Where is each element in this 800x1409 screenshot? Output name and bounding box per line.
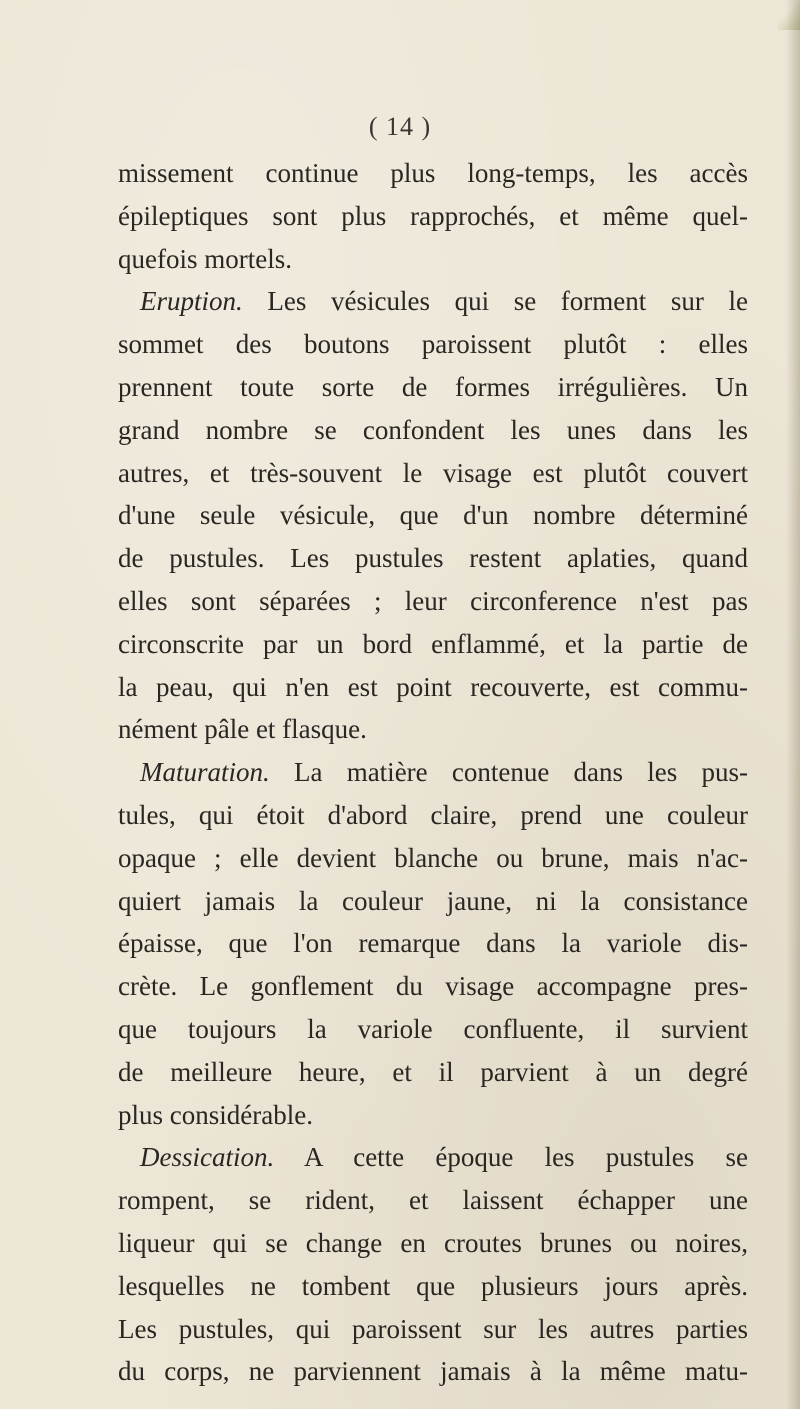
text-line: lesquelles ne tombent que plusieurs jours après.	[118, 1270, 748, 1301]
text-line: du corps, ne parviennent jamais à la même matu-	[118, 1356, 748, 1387]
text-line: épileptiques sont plus rapprochés, et même quel-	[118, 200, 748, 231]
text-line: crète. Le gonflement du visage accompagne pres-	[118, 971, 748, 1002]
text-line: d'une seule vésicule, que d'un nombre déterminé	[118, 500, 748, 531]
text-line: Maturation. La matière contenue dans les pus-	[140, 757, 748, 788]
body-text	[118, 152, 748, 1393]
text-line: la peau, qui n'en est point recouverte, est commu-	[118, 671, 748, 702]
text-line: de pustules. Les pustules restent aplaties, quand	[118, 543, 748, 574]
text-line: que toujours la variole confluente, il survient	[118, 1013, 748, 1044]
text-line: opaque ; elle devient blanche ou brune, mais n'ac-	[118, 842, 748, 873]
text-line: plus considérable.	[118, 1099, 313, 1130]
text-line: Les pustules, qui paroissent sur les autres parties	[118, 1313, 748, 1344]
text-line: grand nombre se confondent les unes dans les	[118, 414, 748, 445]
text-line: circonscrite par un bord enflammé, et la partie de	[118, 628, 748, 659]
text-line: rompent, se rident, et laissent échapper une	[118, 1185, 748, 1216]
text-line: elles sont séparées ; leur circonference n'est pas	[118, 585, 748, 616]
section-heading-maturation: Maturation.	[140, 757, 270, 788]
text-line: épaisse, que l'on remarque dans la variole dis-	[118, 928, 748, 959]
text-line: sommet des boutons paroissent plutôt : elles	[118, 329, 748, 360]
section-heading-dessication: Dessication.	[140, 1142, 275, 1173]
text-line: Dessication. A cette époque les pustules se	[140, 1142, 748, 1173]
text-line: tules, qui étoit d'abord claire, prend une couleur	[118, 799, 748, 830]
page-number: ( 14 )	[368, 112, 432, 141]
text-line: prennent toute sorte de formes irrégulières. Un	[118, 371, 748, 402]
text-line: quiert jamais la couleur jaune, ni la consistance	[118, 885, 748, 916]
section-heading-eruption: Eruption.	[140, 286, 243, 317]
text-line: de meilleure heure, et il parvient à un degré	[118, 1056, 748, 1087]
text-line: nément pâle et flasque.	[118, 714, 367, 745]
text-line: liqueur qui se change en croutes brunes ou noires,	[118, 1227, 748, 1258]
page-corner-stain	[778, 0, 800, 30]
text-line: Eruption. Les vésicules qui se forment sur le	[140, 286, 748, 317]
page-edge-shadow	[786, 0, 800, 1409]
text-line: autres, et très-souvent le visage est plutôt couvert	[118, 457, 748, 488]
text-line: missement continue plus long-temps, les accès	[118, 158, 748, 188]
text-line: quefois mortels.	[118, 243, 292, 274]
